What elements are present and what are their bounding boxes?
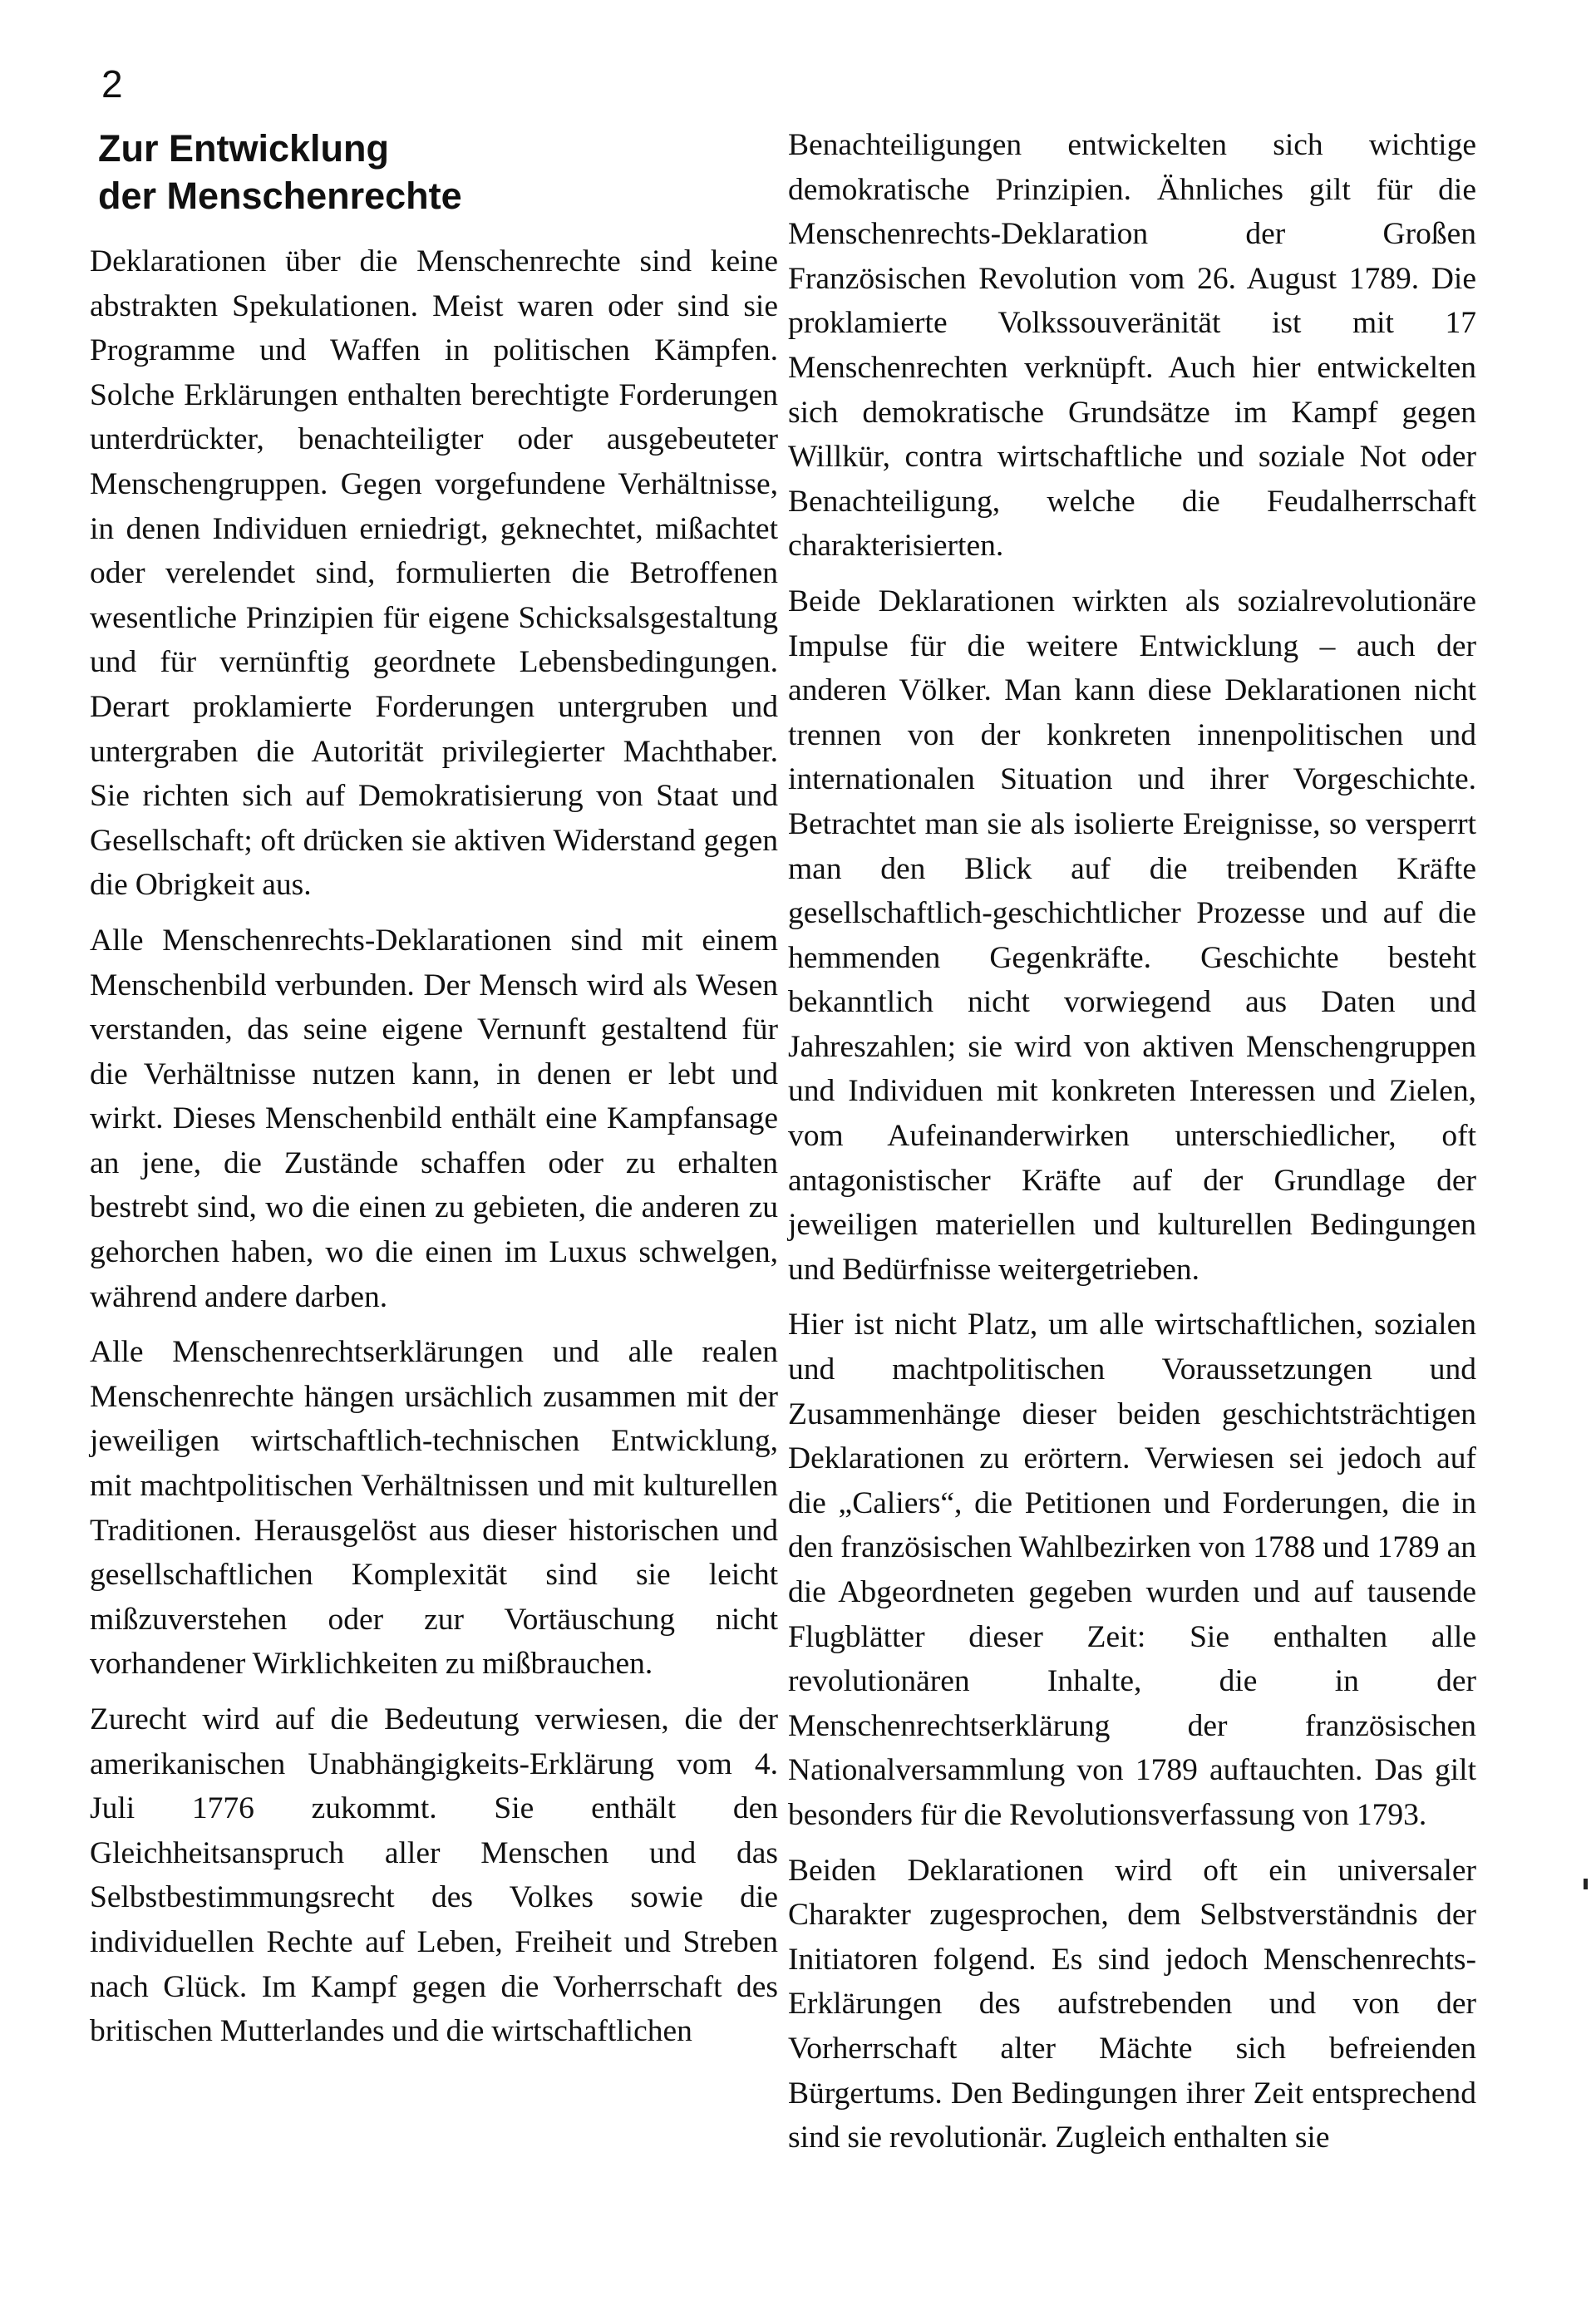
- paragraph: Deklarationen über die Menschenrechte sind keine abstrakten Spekulationen. Meist waren oder sind sie Programme und Waffen in politischen Kämpfen. Solche Erklärungen enthalten berechtigte Forderungen unterdrückter, benachteiligter oder ausgebeuteter Menschengruppen. Gegen vorgefundene Verhältnisse, in denen Individuen erniedrigt, geknechtet, mißachtet oder verelendet sind, formulierten die Betroffenen wesentliche Prinzipien für eigene Schicksalsgestaltung und für vernünftig geordnete Lebensbedingungen. Derart proklamierte Forderungen untergruben und untergraben die Autorität privilegierter Machthaber. Sie richten sich auf Demokratisierung von Staat und Gesellschaft; oft drücken sie aktiven Widerstand gegen die Obrigkeit aus.: [90, 244, 778, 903]
- page-title-line-2: der Menschenrechte: [98, 175, 462, 217]
- right-text-column: [788, 123, 1476, 2171]
- page-title: [98, 125, 730, 219]
- left-text-column: [90, 239, 778, 2065]
- page-number: 2: [101, 62, 123, 106]
- paragraph: Benachteiligungen entwickelten sich wichtige demokratische Prinzipien. Ähnliches gilt für die Menschenrechts-Deklaration der Großen Französischen Revolution vom 26. August 1789. Die proklamierte Volkssouveränität ist mit 17 Menschenrechten verknüpft. Auch hier entwickelten sich demokratische Grundsätze im Kampf gegen Willkür, contra wirtschaftliche und soziale Not oder Benachteiligung, welche die Feudalherrschaft charakterisierten.: [788, 128, 1476, 564]
- paragraph: Alle Menschenrechts-Deklarationen sind mit einem Menschenbild verbunden. Der Mensch wird als Wesen verstanden, das seine eigene Vernunft gestaltend für die Verhältnisse nutzen kann, in denen er lebt und wirkt. Dieses Menschenbild enthält eine Kampfansage an jene, die Zustände schaffen oder zu erhalten bestrebt sind, wo die einen zu gebieten, die anderen zu gehorchen haben, wo die einen im Luxus schwelgen, während andere darben.: [90, 923, 778, 1314]
- paragraph: Beiden Deklarationen wird oft ein universaler Charakter zugesprochen, dem Selbstverständnis der Initiatoren folgend. Es sind jedoch Menschenrechts-Erklärungen des aufstrebenden und von der Vorherrschaft alter Mächte sich befreienden Bürgertums. Den Bedingungen ihrer Zeit entsprechend sind sie revolutionär. Zugleich enthalten sie: [788, 1853, 1476, 2155]
- paragraph: Zurecht wird auf die Bedeutung verwiesen, die der amerikanischen Unabhängigkeits-Erklärung vom 4. Juli 1776 zukommt. Sie enthält den Gleichheitsanspruch aller Menschen und das Selbstbestimmungsrecht des Volkes sowie die individuellen Rechte auf Leben, Freiheit und Streben nach Glück. Im Kampf gegen die Vorherrschaft des britischen Mutterlandes und die wirtschaftlichen: [90, 1702, 778, 2049]
- paragraph: Hier ist nicht Platz, um alle wirtschaftlichen, sozialen und machtpolitischen Voraussetzungen und Zusammenhänge dieser beiden geschichtsträchtigen Deklarationen zu erörtern. Verwiesen sei jedoch auf die „Caliers“, die Petitionen und Forderungen, die in den französischen Wahlbezirken von 1788 und 1789 an die Abgeordneten gegeben wurden und auf tausende Flugblätter dieser Zeit: Sie enthalten alle revolutionären Inhalte, die in der Menschenrechtserklärung der französischen Nationalversammlung von 1789 auftauchten. Das gilt besonders für die Revolutionsverfassung von 1793.: [788, 1308, 1476, 1832]
- paragraph: Alle Menschenrechtserklärungen und alle realen Menschenrechte hängen ursächlich zusammen mit der jeweiligen wirtschaftlich-technischen Entwicklung, mit machtpolitischen Verhältnissen und mit kulturellen Traditionen. Herausgelöst aus dieser historischen und gesellschaftlichen Komplexität sind sie leicht mißzuverstehen oder zur Vortäuschung nicht vorhandener Wirklichkeiten zu mißbrauchen.: [90, 1335, 778, 1682]
- paragraph: Beide Deklarationen wirkten als sozialrevolutionäre Impulse für die weitere Entwicklung – auch der anderen Völker. Man kann diese Deklarationen nicht trennen von der konkreten innenpolitischen und internationalen Situation und ihrer Vorgeschichte. Betrachtet man sie als isolierte Ereignisse, so versperrt man den Blick auf die treibenden Kräfte gesellschaftlich-geschichtlicher Prozesse und auf die hemmenden Gegenkräfte. Geschichte besteht bekanntlich nicht vorwiegend aus Daten und Jahreszahlen; sie wird von aktiven Menschengruppen und Individuen mit konkreten Interessen und Zielen, vom Aufeinanderwirken unterschiedlicher, oft antagonistischer Kräfte auf der Grundlage der jeweiligen materiellen und kulturellen Bedingungen und Bedürfnisse weitergetrieben.: [788, 584, 1476, 1287]
- scan-mark: [1584, 1879, 1588, 1889]
- page-title-line-1: Zur Entwicklung: [98, 127, 390, 170]
